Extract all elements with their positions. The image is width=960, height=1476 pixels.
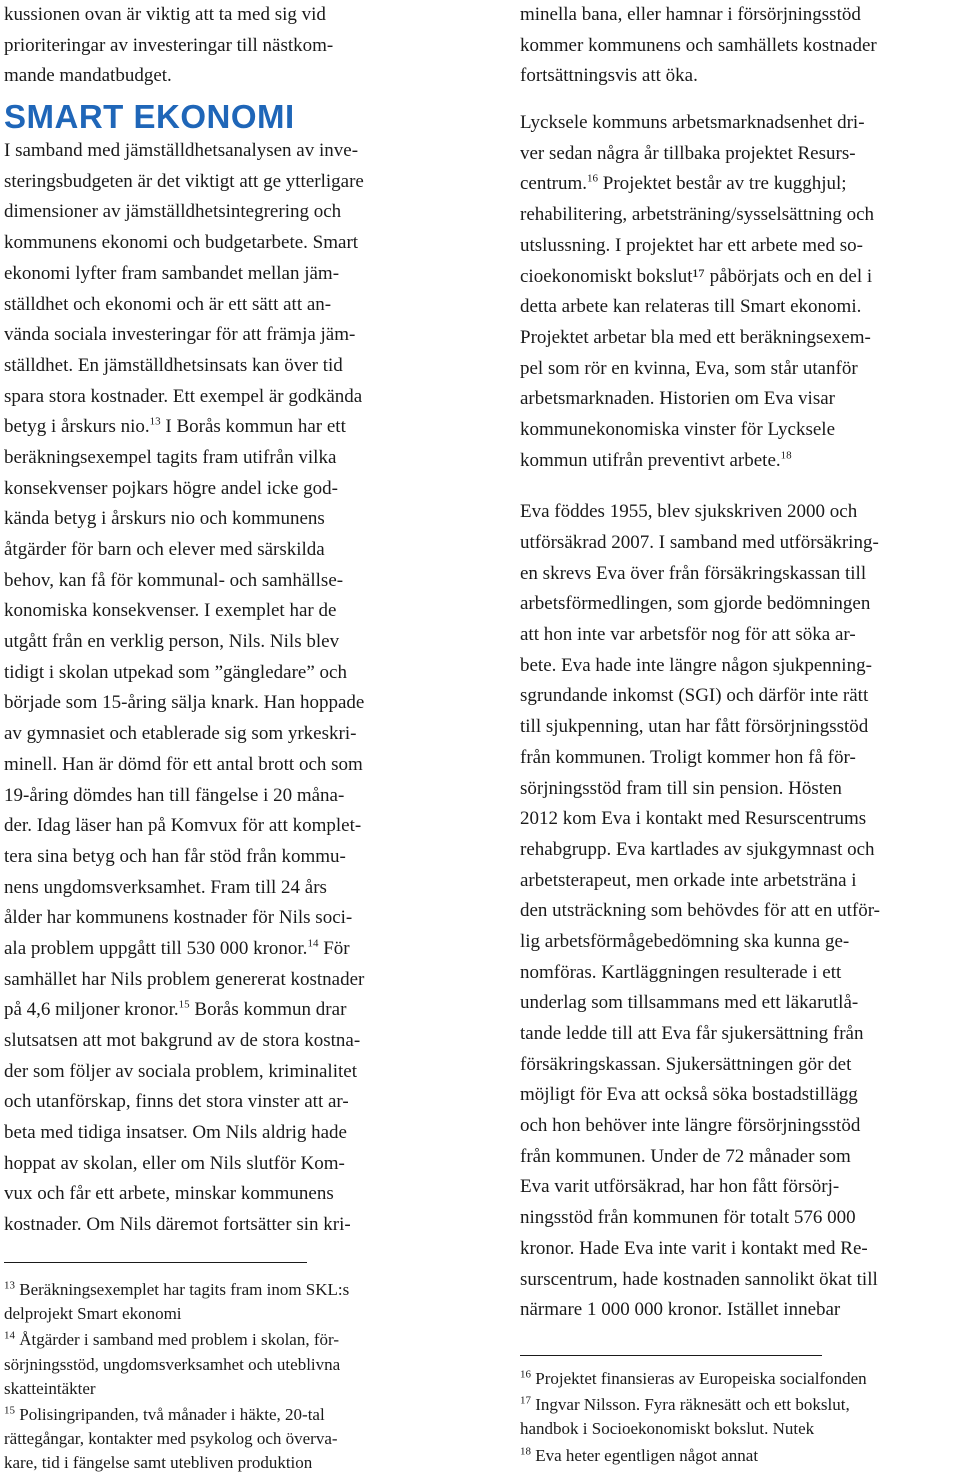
footnote-16 <box>520 1367 960 1391</box>
left-body <box>4 136 452 1241</box>
text-line: surscentrum, hade kostnaden sannolikt ökat till <box>520 1268 878 1290</box>
text-line: utslussning. I projektet har ett arbete med so- <box>520 234 863 256</box>
footnote-ref-18: 18 <box>780 449 792 462</box>
text-line: underlag som tillsammans med ett läkarutlå- <box>520 992 859 1014</box>
text-line: kronor. Hade Eva inte varit i kontakt med Re- <box>520 1237 868 1259</box>
footnote-13-cont: delprojekt Smart ekonomi <box>4 1304 182 1324</box>
text-line: der som följer av sociala problem, kriminalitet <box>4 1060 357 1082</box>
footnote-text: Ingvar Nilsson. Fyra räknesätt och ett bokslut, <box>535 1395 850 1415</box>
text-line: ålder har kommunens kostnader för Nils soci- <box>4 907 353 929</box>
footnote-17-cont: handbok i Socioekonomiskt bokslut. Nutek <box>520 1419 815 1439</box>
footnote-number: 17 <box>520 1394 531 1407</box>
text-line: spara stora kostnader. Ett exempel är godkända <box>4 385 363 407</box>
text-line: ningsstöd från kommunen för totalt 576 000 <box>520 1207 856 1229</box>
text-line: mande mandatbudget. <box>4 65 172 87</box>
text-line: prioriteringar av investeringar till nästkom- <box>4 34 334 56</box>
text-line: att hon inte var arbetsför nog för att söka ar- <box>520 624 856 646</box>
footnote-14-cont: sörjningsstöd, ungdomsverksamhet och uteblivna <box>4 1354 341 1374</box>
footnote-14-cont: skatteintäkter <box>4 1378 96 1398</box>
text-line: arbetsmarknaden. Historien om Eva visar <box>520 388 835 410</box>
text-line: och hon behöver inte längre försörjningsstöd <box>520 1115 861 1137</box>
text-line: började som 15-åring sälja knark. Han hoppade <box>4 692 365 714</box>
text-line <box>520 446 960 477</box>
footnote-number: 18 <box>520 1444 531 1457</box>
text-line: från kommunen. Under de 72 månader som <box>520 1145 851 1167</box>
text-line: lig arbetsförmågebedömning ska kunna ge- <box>520 930 850 952</box>
text-line: Projektet arbetar bla med ett beräkningsexem- <box>520 326 871 348</box>
text-line: konsekvenser pojkars högre andel icke god- <box>4 477 338 499</box>
text-fragment: Borås kommun drar <box>189 999 347 1021</box>
text-line: dimensioner av jämställdhetsintegrering och <box>4 201 342 223</box>
text-line: 2012 kom Eva i kontakt med Resurscentrums <box>520 808 867 830</box>
text-line: samhället har Nils problem genererat kostnader <box>4 968 365 990</box>
right-footnotes <box>520 1367 960 1468</box>
text-line: tera sina betyg och han får stöd från kommu- <box>4 845 346 867</box>
footnote-ref-16: 16 <box>587 173 599 186</box>
footnote-text: Eva heter egentligen något annat <box>535 1445 759 1465</box>
text-line: Lycksele kommuns arbetsmarknadsenhet dri- <box>520 112 865 134</box>
text-line: och utanförskap, finns det stora vinster att ar- <box>4 1091 349 1113</box>
text-line: ekonomi lyfter fram sambandet mellan jäm- <box>4 262 340 284</box>
text-line: bete. Eva hade inte längre någon sjukpenning- <box>520 654 872 676</box>
text-fragment: ala problem uppgått till 530 000 kronor. <box>4 937 308 959</box>
text-line: behov, kan få för kommunal- och samhällse- <box>4 569 344 591</box>
text-line: der. Idag läser han på Komvux för att komplet- <box>4 815 362 837</box>
text-line: vux och får ett arbete, minskar kommunens <box>4 1183 334 1205</box>
footnote-ref-14: 14 <box>307 937 319 950</box>
text-line: tidigt i skolan utpekad som ”gängledare” och <box>4 661 347 683</box>
text-line: beräkningsexempel tagits fram utifrån vilka <box>4 446 337 468</box>
text-line: sgrundande inkomst (SGI) och därför inte rätt <box>520 685 869 707</box>
text-line: kommunens ekonomi och budgetarbete. Smart <box>4 232 359 254</box>
text-line: kommunekonomiska vinster för Lycksele <box>520 418 836 440</box>
left-column <box>4 0 452 1241</box>
text-line <box>520 169 960 200</box>
right-intro <box>520 0 960 92</box>
paragraph-eva <box>520 497 960 1326</box>
footnote-ref-13: 13 <box>149 415 161 428</box>
text-fragment: betyg i årskurs nio. <box>4 416 150 438</box>
text-fragment: kommun utifrån preventivt arbete. <box>520 449 781 471</box>
footnote-number: 15 <box>4 1404 15 1417</box>
text-line: slutsatsen att mot bakgrund av de stora kostna- <box>4 1030 361 1051</box>
text-line: arbetsterapeut, men orkade inte arbetsträna i <box>520 869 857 891</box>
text-line: 19-åring dömdes han till fängelse i 20 måna- <box>4 784 345 806</box>
footnote-17 <box>520 1393 960 1417</box>
section-heading: SMART EKONOMI <box>4 98 295 136</box>
text-line: rehabilitering, arbetsträning/sysselsättning och <box>520 204 875 226</box>
text-line: steringsbudgeten är det viktigt att ge ytterligare <box>4 170 364 192</box>
text-line: tande ledde till att Eva får sjukersättning från <box>520 1023 864 1044</box>
text-line: rehabgrupp. Eva kartlades av sjukgymnast och <box>520 838 875 860</box>
text-line: Eva föddes 1955, blev sjukskriven 2000 och <box>520 501 858 523</box>
text-line: från kommunen. Troligt kommer hon få för- <box>520 746 856 768</box>
text-line <box>4 412 452 443</box>
text-line: hoppat av skolan, eller om Nils slutför Kom- <box>4 1152 345 1174</box>
text-line: närmare 1 000 000 kronor. Istället innebar <box>520 1299 841 1321</box>
text-line: minell. Han är dömd för ett antal brott och som <box>4 753 363 775</box>
text-line <box>4 995 452 1026</box>
text-line: kussionen ovan är viktig att ta med sig vid <box>4 4 326 25</box>
footnote-text: Beräkningsexemplet har tagits fram inom SKL:s <box>19 1280 350 1299</box>
text-fragment: För <box>318 937 350 959</box>
text-fragment: på 4,6 miljoner kronor. <box>4 999 179 1021</box>
text-line: utgått från en verklig person, Nils. Nils blev <box>4 631 340 653</box>
text-line <box>4 934 452 965</box>
footnote-18 <box>520 1444 960 1468</box>
footnote-14 <box>4 1328 452 1352</box>
text-line: beta med tidiga insatser. Om Nils aldrig hade <box>4 1122 347 1144</box>
paragraph-lycksele <box>520 108 960 476</box>
left-intro <box>4 0 452 92</box>
footnote-15-cont: kare, tid i fängelse samt utebliven produktion <box>4 1453 313 1473</box>
text-line: till sjukpenning, utan har fått försörjningsstöd <box>520 716 869 738</box>
text-line: Eva varit utförsäkrad, har hon fått försörj- <box>520 1176 840 1198</box>
text-line: nens ungdomsverksamhet. Fram till 24 års <box>4 876 327 898</box>
text-line: kända betyg i årskurs nio och kommunens <box>4 508 325 530</box>
footnote-number: 13 <box>4 1279 15 1292</box>
footnote-text: Polisingripanden, två månader i häkte, 20-tal <box>19 1404 325 1424</box>
text-line: kostnader. Om Nils däremot fortsätter sin kri- <box>4 1214 351 1236</box>
text-line: utförsäkrad 2007. I samband med utförsäkring- <box>520 532 879 553</box>
text-line: av gymnasiet och etablerade sig som yrkeskri- <box>4 723 357 745</box>
text-line: möjligt för Eva att också söka bostadstillägg <box>520 1084 858 1106</box>
footnote-divider <box>520 1355 822 1356</box>
text-line: nomföras. Kartläggningen resulterade i ett <box>520 961 842 983</box>
text-line: minella bana, eller hamnar i försörjningsstöd <box>520 4 861 25</box>
text-line: detta arbete kan relateras till Smart ekonomi. <box>520 296 862 318</box>
footnote-15-cont: rättegångar, kontakter med psykolog och överva- <box>4 1429 338 1449</box>
left-footnotes <box>4 1278 452 1476</box>
text-line: pel som rör en kvinna, Eva, som står utanför <box>520 357 858 379</box>
footnote-number: 14 <box>4 1329 15 1342</box>
text-line: konomiska konsekvenser. I exemplet har de <box>4 600 337 622</box>
footnote-text: Åtgärder i samband med problem i skolan, för- <box>19 1330 339 1350</box>
text-line: åtgärder för barn och elever med särskilda <box>4 539 325 560</box>
footnote-15 <box>4 1403 452 1427</box>
text-fragment: I Borås kommun har ett <box>160 416 346 438</box>
text-line: vända sociala investeringar för att främja jäm- <box>4 324 356 346</box>
text-line: en skrevs Eva över från försäkringskassan till <box>520 562 867 584</box>
footnote-text: Projektet finansieras av Europeiska socialfonden <box>535 1369 867 1388</box>
text-fragment: centrum. <box>520 173 588 195</box>
text-line: ver sedan några år tillbaka projektet Resurs- <box>520 142 856 164</box>
text-fragment: Projektet består av tre kugghjul; <box>598 173 847 195</box>
text-line: fortsättningsvis att öka. <box>520 65 698 87</box>
text-line: I samband med jämställdhetsanalysen av inve- <box>4 140 359 162</box>
text-line: försäkringskassan. Sjukersättningen gör det <box>520 1053 852 1075</box>
text-line: ställdhet. En jämställdhetsinsats kan över tid <box>4 354 343 376</box>
footnote-13 <box>4 1278 452 1302</box>
footnote-ref-15: 15 <box>178 998 190 1011</box>
text-line: den utsträckning som behövdes för att en utför- <box>520 900 880 922</box>
footnote-divider <box>4 1262 307 1263</box>
text-line: arbetsförmedlingen, som gjorde bedömningen <box>520 593 871 615</box>
footnote-number: 16 <box>520 1368 531 1381</box>
text-line: cioekonomiskt bokslut¹⁷ påbörjats och en del i <box>520 265 873 287</box>
text-line: kommer kommunens och samhällets kostnader <box>520 34 877 56</box>
text-line: ställdhet och ekonomi och är ett sätt att an- <box>4 293 332 315</box>
right-column <box>520 0 960 1326</box>
text-line: sörjningsstöd fram till sin pension. Hösten <box>520 777 842 799</box>
